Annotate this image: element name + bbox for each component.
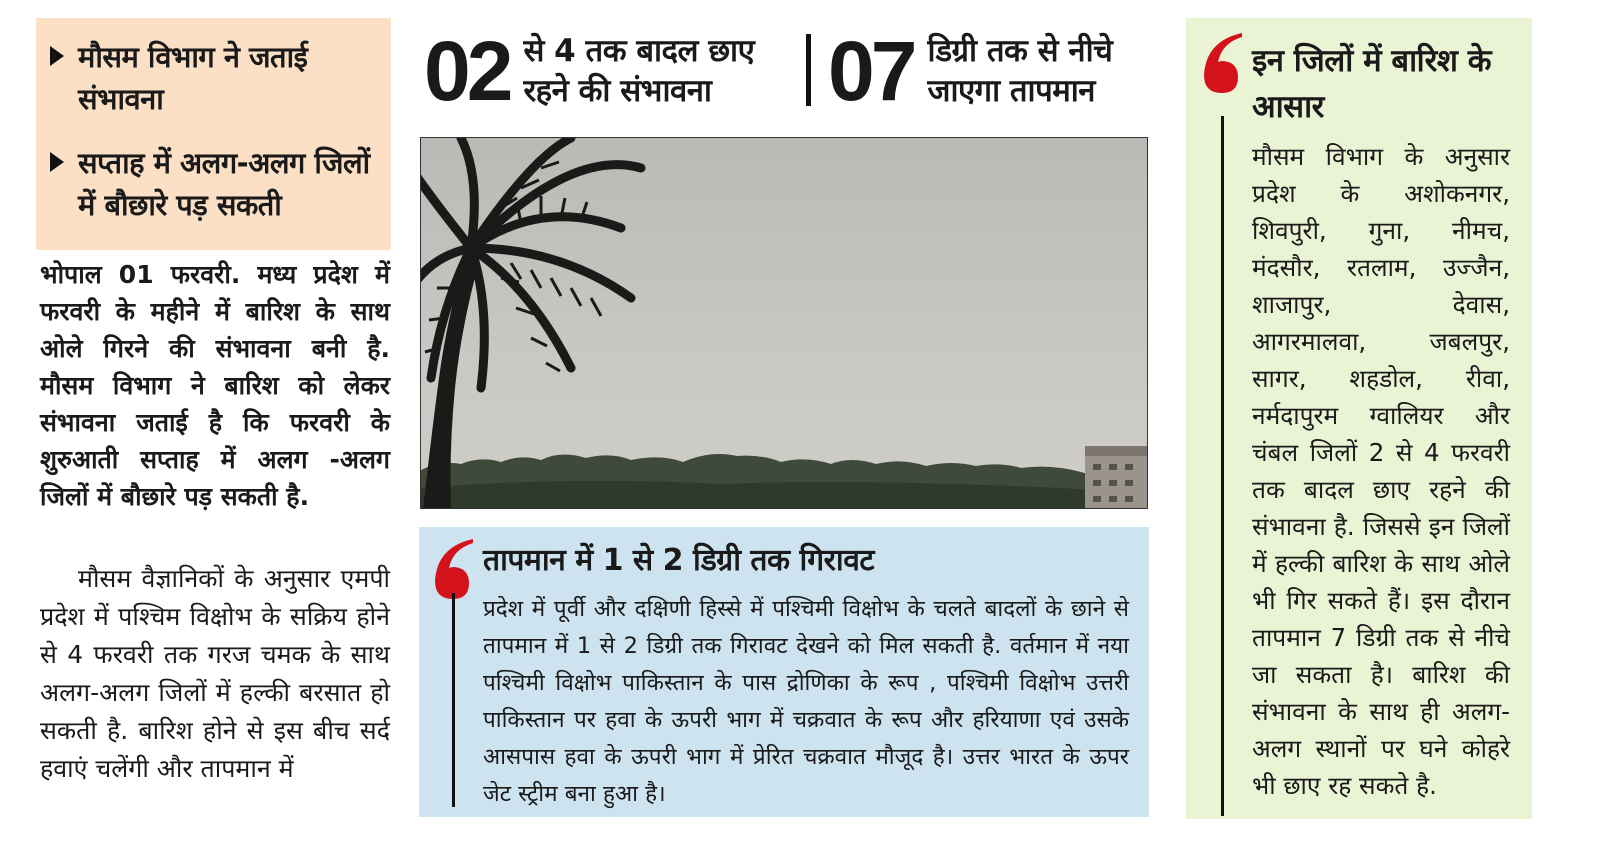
highlight-item — [50, 142, 381, 226]
triangle-bullet-icon — [50, 152, 64, 172]
palm-tree-sky-image — [421, 138, 1148, 509]
lead-paragraph: भोपाल 01 फरवरी. मध्य प्रदेश में फरवरी के महीने में बारिश के साथ ओले गिरने की संभावना बनी है. मौसम विभाग ने बारिश को लेकर संभावना जताई है कि फरवरी के शुरुआती सप्ताह में अलग -अलग जिलों में बौछारे पड़ सकती है. — [40, 260, 390, 511]
stat-number: 07 — [828, 24, 914, 118]
body-paragraph: मौसम वैज्ञानिकों के अनुसार एमपी प्रदेश में पश्चिम विक्षोभ के सक्रिय होने से 4 फरवरी तक गरज चमक के साथ अलग-अलग जिलों में हल्की बरसात हो सकती है. बारिश होने से इस बीच सर्द हवाएं चलेंगी और तापमान में — [40, 564, 390, 783]
highlights-box — [36, 18, 391, 250]
highlight-text: सप्ताह में अलग-अलग जिलों में बौछारे पड़ सकती — [78, 146, 370, 222]
box-title: तापमान में 1 से 2 डिग्री तक गिरावट — [483, 543, 874, 578]
stat-number: 02 — [424, 24, 510, 118]
vertical-rule — [452, 593, 455, 807]
temperature-box — [419, 527, 1149, 817]
box-body: प्रदेश में पूर्वी और दक्षिणी हिस्से में पश्चिमी विक्षोभ के चलते बादलों के छाने से तापमान में 1 से 2 डिग्री तक गिरावट देखने को मिल सकती है. वर्तमान में नया पश्चिमी विक्षोभ पाकिस्तान के पास द्रोणिका के रूप , पश्चिमी विक्षोभ उत्तरी पाकिस्तान पर हवा के ऊपरी भाग में चक्रवात के रूप और हरियाणा एवं उसके आसपास हवा के ऊपरी भाग में प्रेरित चक्रवात मौजूद है। उत्तर भारत के ऊपर जेट स्ट्रीम बना हुआ है। — [483, 596, 1129, 807]
quote-mark-icon — [429, 537, 477, 601]
triangle-bullet-icon — [50, 46, 64, 66]
highlight-text: मौसम विभाग ने जताई संभावना — [78, 40, 308, 116]
stat-text: से 4 तक बादल छाए रहने की संभावना — [523, 33, 755, 109]
stat-text: डिग्री तक से नीचे जाएगा तापमान — [927, 33, 1113, 109]
districts-box — [1186, 18, 1532, 819]
highlight-item — [50, 36, 381, 120]
vertical-rule — [1221, 116, 1224, 816]
weather-photo — [420, 137, 1148, 509]
box-title: इन जिलों में बारिश के आसार — [1252, 43, 1492, 125]
box-body: मौसम विभाग के अनुसार प्रदेश के अशोकनगर, शिवपुरी, गुना, नीमच, मंदसौर, रतलाम, उज्जैन, शाजापुर, देवास, आगरमालवा, जबलपुर, सागर, शहडोल, रीवा, नर्मदापुरम ग्वालियर और चंबल जिलों 2 से 4 फरवरी तक बादल छाए रहने की संभावना है. जिससे इन जिलों में हल्की बारिश के साथ ओले भी गिर सकते हैं। इस दौरान तापमान 7 डिग्री तक से नीचे जा सकता है। बारिश की संभावना के साथ ही अलग-अलग स्थानों पर घने कोहरे भी छाए रह सकते है. — [1252, 142, 1510, 800]
stat-clouds — [424, 26, 773, 116]
stat-divider — [806, 34, 811, 106]
stat-temperature — [828, 26, 1147, 116]
quote-mark-icon — [1198, 28, 1246, 98]
